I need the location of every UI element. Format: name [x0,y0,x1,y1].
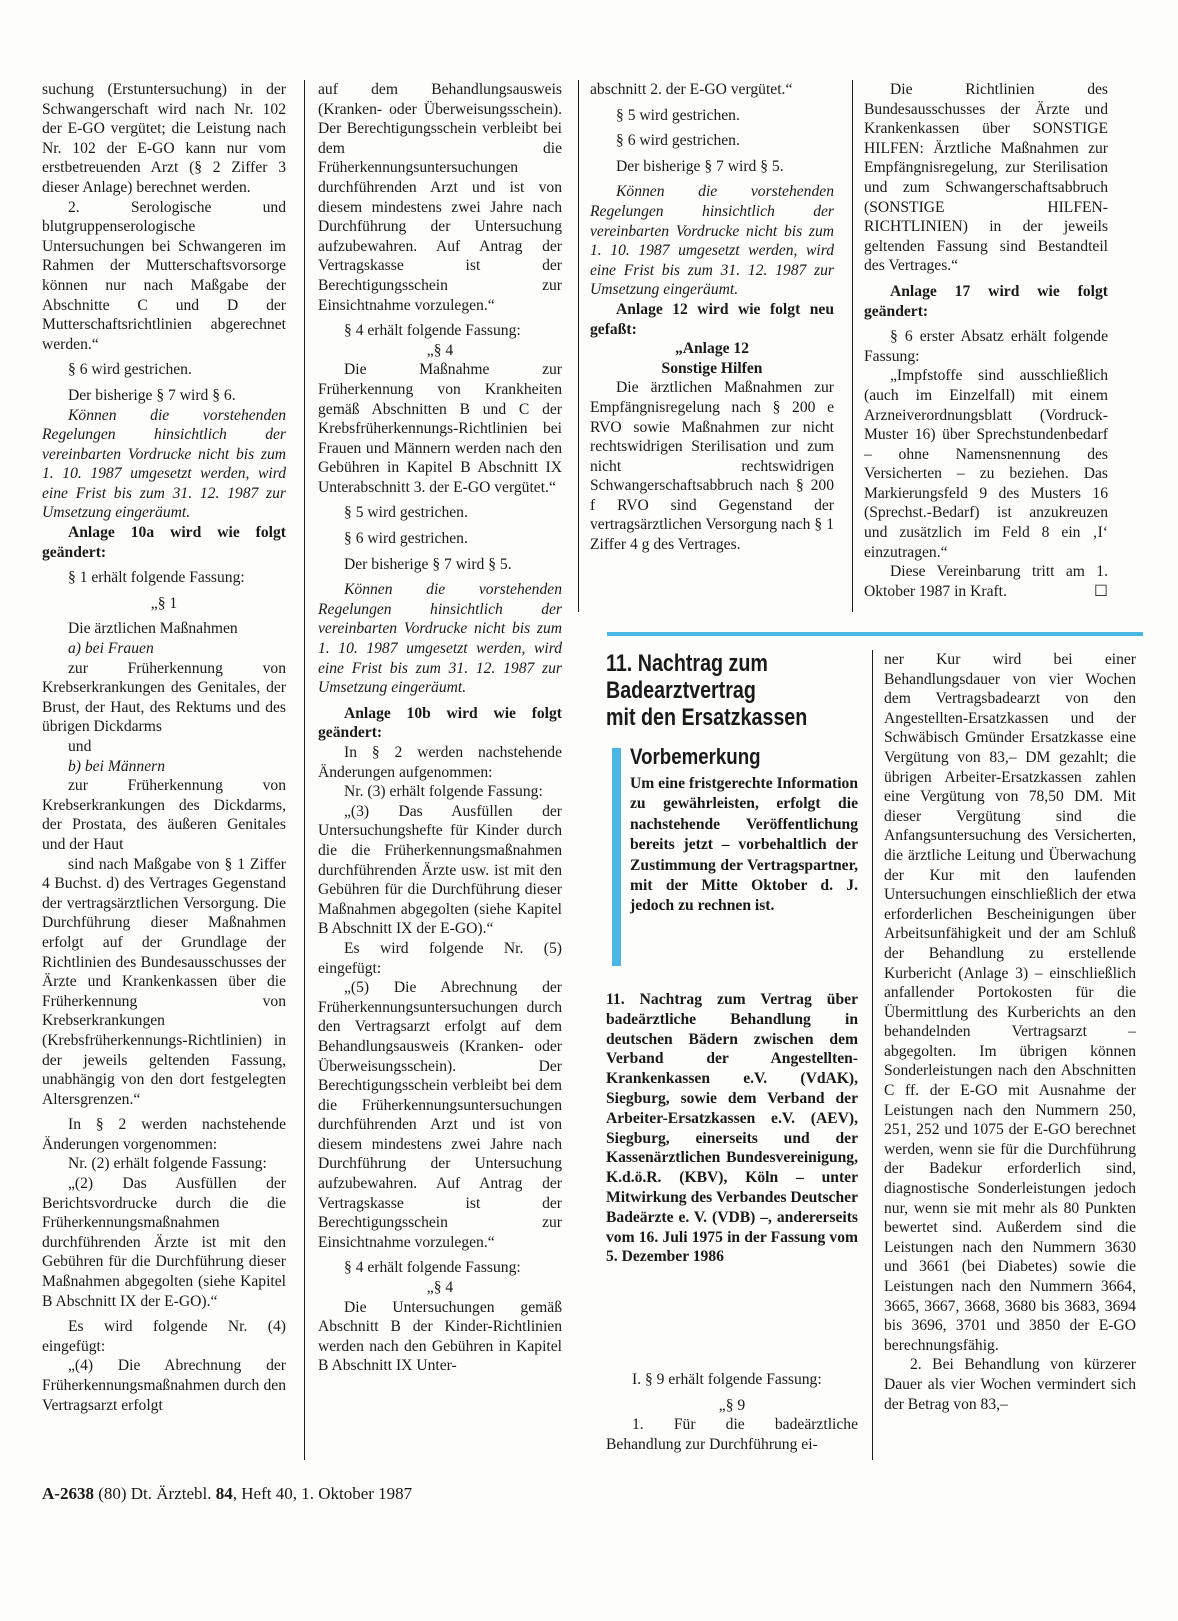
footer-issue: , Heft 40, 1. Oktober 1987 [232,1484,413,1503]
column-2 [318,80,562,1460]
section-separator [607,632,1143,636]
paragraph: zur Früherkennung von Krebserkrankungen des Genitales, der Brust, der Haut, des Rektums und des übrigen Dickdarms [42,659,286,736]
end-mark-icon: ☐ [1094,582,1108,600]
paragraph: „Impfstoffe sind ausschließlich (auch im Einzelfall) mit einem Arzneiverordnungsblatt (Vordruck-Muster 16) über Sprechstundenbedarf – ohne Namensnennung des Versicherten – zu beziehen. Das Markierungsfeld 9 des Musters 16 (Sprechst.-Bedarf) ist anzukreuzen und zusätzlich im Feld 8 ein ‚I‘ einzutragen.“ [864,367,1108,561]
italic-note: Können die vorstehenden Regelungen hinsichtlich der vereinbarten Vordrucke nicht bis zum 1. 10. 1987 umgesetzt werden, wird eine Frist bis zum 31. 12. 1987 zur Umsetzung eingeräumt. [318,581,562,697]
paragraph: Der bisherige § 7 wird § 5. [344,555,512,573]
paragraph: suchung (Erstuntersuchung) in der Schwangerschaft wird nach Nr. 102 der E-GO vergütet; die Leistung nach Nr. 102 der E-GO kann nur vom erstbetreuenden Arzt (§ 2 Ziffer 3 dieser Anlage) berechnet werden. [42,81,286,196]
column-divider [852,80,853,612]
column-divider [578,80,579,612]
contract-title: 11. Nachtrag zum Vertrag über badeärztliche Behandlung in deutschen Bädern zwischen dem Verband der Angestellten-Krankenkassen e.V. (VdAK), Siegburg, sowie dem Verband der Arbeiter-Ersatzkassen e.V. (AEV), Siegburg, einerseits und der Kassenärztlichen Bundesvereinigung, K.d.ö.R. (KBV), Köln – unter Mitwirkung des Verbandes Deutscher Badeärzte e. V. (VDB) –, andererseits vom 16. Juli 1975 in der Fassung vom 5. Dezember 1986 [606,991,858,1266]
paragraph: Es wird folgende Nr. (4) eingefügt: [42,1318,286,1355]
headline-line: Badearztvertrag [606,677,756,704]
paragraph: „(5) Die Abrechnung der Früherkennungsuntersuchungen durch den Vertragsarzt erfolgt auf dem Behandlungsausweis (Kranken- oder Überweisungsschein). Der Berechtigungsschein verbleibt bei dem die Früherkennungsuntersuchungen durchführenden Arzt und ist von diesem mindestens zwei Jahre nach Durchführung der Untersuchung aufzubewahren. Auf Antrag der Vertragskasse ist der Berechtigungsschein zur Einsichtnahme vorzulegen.“ [318,979,562,1251]
paragraph: Der bisherige § 7 wird § 5. [616,157,784,175]
column-divider [304,80,305,1460]
paragraph: Es wird folgende Nr. (5) eingefügt: [318,939,562,977]
headline-line: 11. Nachtrag zum [606,650,768,677]
paragraph: Die ärztlichen Maßnahmen [68,620,238,638]
paragraph: und [68,738,92,755]
paragraph: 1. Für die badeärztliche Behandlung zur Durchführung ei- [606,1416,858,1453]
paragraph: § 6 erster Absatz erhält folgende Fassung: [864,328,1108,365]
vorbemerkung-title: Vorbemerkung [630,744,761,769]
column-3-bottom [606,1370,858,1466]
annex-title: „Anlage 12 [674,340,750,358]
paragraph: § 6 wird gestrichen. [68,361,192,379]
paragraph: Die ärztlichen Maßnahmen zur Empfängnisregelung nach § 200 e RVO sowie Maßnahmen zur nicht rechtswidrigen Sterilisation und zum nicht rechtswidrigen Schwangerschaftsabbruch nach § 200 f RVO sind Gegenstand der vertragsärztlichen Versorgung nach § 1 Ziffer 4 g des Vertrages. [590,379,834,554]
annex-heading: Anlage 17 wird wie folgt geändert: [864,282,1108,320]
paragraph: „(4) Die Abrechnung der Früherkennungsmaßnahmen durch den Vertragsarzt erfolgt [42,1357,286,1414]
paragraph: ner Kur wird bei einer Behandlungsdauer von vier Wochen dem Vertragsbadearzt von den Angestellten-Ersatzkassen und der Schwäbisch Gmünder Ersatzkasse eine Vergütung von 83,– DM gezahlt; die übrigen Arbeiter-Ersatzkassen zahlen eine Vergütung von 78,50 DM. Mit dieser Vergütung sind die Anfangsuntersuchung des Versicherten, die ärztliche Leitung und Überwachung der Kur mit den laufenden Untersuchungen einschließlich der etwa erforderlichen Bescheinigungen über Arbeitsunfähigkeit und der am Schluß der Behandlung zu erstellende Kurbericht (Anlage 3) – einschließlich anfallender Portokosten für die Übermittlung des Kurberichts an den behandelnden Vertragsarzt – abgegolten. Im übrigen können Sonderleistungen nach den Abschnitten C ff. der E-GO mit Ausnahme der Leistungen nach den Nummern 250, 251, 252 und 1075 der E-GO berechnet werden, wenn sie für die Durchführung der Badekur erforderlich sind, diagnostische Sonderleistungen jedoch nur, wenn sie mit mehr als 80 Punkten bewertet sind. Außerdem sind die Leistungen nach den Nummern 3630 und 3661 (bei Diabetes) sowie die Leistungen nach den Nummern 3664, 3665, 3667, 3668, 3680 bis 3683, 3694 bis 3696, 3701 und 3850 der E-GO berechnungsfähig. [884,651,1136,1354]
paragraph: sind nach Maßgabe von § 1 Ziffer 4 Buchst. d) des Vertrages Gegenstand der vertragsärztlichen Versorgung. Die Durchführung dieser Maßnahmen erfolgt auf der Grundlage der Richtlinien des Bundesausschusses der Ärzte und Krankenkassen über die Früherkennung von Krebserkrankungen (Krebsfrüherkennungs-Richtlinien) in der jeweils geltenden Fassung, unabhängig von den dort festgelegten Altersgrenzen.“ [42,855,286,1108]
annex-heading: Anlage 10a wird wie folgt geändert: [42,524,286,561]
vorbemerkung-accent-bar [612,748,621,966]
italic-note: Können die vorstehenden Regelungen hinsichtlich der vereinbarten Vordrucke nicht bis zum 1. 10. 1987 umgesetzt werden, wird eine Frist bis zum 31. 12. 1987 zur Umsetzung eingeräumt. [590,183,834,299]
paragraph: § 4 erhält folgende Fassung: [344,1259,521,1277]
paragraph: 2. Serologische und blutgruppenserologische Untersuchungen bei Schwangeren im Rahmen der Mutterschaftsvorsorge können nur nach Maßgabe der Abschnitte C und D der Mutterschaftsrichtlinien abgerechnet werden.“ [42,198,286,353]
paragraph: § 6 wird gestrichen. [616,132,740,150]
paragraph: Nr. (3) erhält folgende Fassung: [344,783,543,801]
annex-heading: Anlage 12 wird wie folgt neu gefaßt: [590,300,834,338]
column-3-top [590,80,834,620]
paragraph: § 5 wird gestrichen. [344,504,468,522]
paragraph: In § 2 werden nachstehende Änderungen aufgenommen: [318,744,562,781]
paragraph: Nr. (2) erhält folgende Fassung: [68,1155,267,1173]
subheading: b) bei Männern [68,757,166,775]
footer-volume: 84 [215,1484,233,1503]
vorbemerkung-text: Um eine fristgerechte Information zu gewährleisten, erfolgt die nachstehende Veröffentlichung bereits jetzt – vorbehaltlich der Zustimmung der Vertragspartner, mit der Mitte Oktober d. J. jedoch zu rechnen ist. [630,775,858,915]
headline-line: mit den Ersatzkassen [606,704,808,731]
paragraph: Der bisherige § 7 wird § 6. [68,386,236,404]
paragraph: 2. Bei Behandlung von kürzerer Dauer als vier Wochen vermindert sich der Betrag von 83,– [884,1356,1136,1413]
italic-note: Können die vorstehenden Regelungen hinsichtlich der vereinbarten Vordrucke nicht bis zum 1. 10. 1987 umgesetzt werden, wird eine Frist bis zum 31. 12. 1987 zur Umsetzung eingeräumt. [42,406,286,522]
footer-journal: (80) Dt. Ärztebl. [98,1484,212,1503]
column-4-bottom [884,650,1136,1462]
section-mark: „§ 9 [718,1396,746,1414]
column-divider [872,650,873,1460]
paragraph: „(2) Das Ausfüllen der Berichtsvordrucke durch die die Früherkennungsmaßnahmen durchführenden Ärzte ist mit den Gebühren für die Durchführung dieser Maßnahmen abgegolten (siehe Kapitel B Abschnitt IX der E-GO).“ [42,1175,286,1310]
paragraph: In § 2 werden nachstehende Änderungen vorgenommen: [42,1116,286,1153]
subheading: a) bei Frauen [68,640,154,658]
paragraph: Die Richtlinien des Bundesausschusses der Ärzte und Krankenkassen über SONSTIGE HILFEN: Ärztliche Maßnahmen zur Empfängnisregelung, zur Sterilisation und zum Schwangerschaftsabbruch (SONSTIGE HILFEN-RICHTLINIEN) in der jeweils geltenden Fassung sind Bestandteil des Vertrages.“ [864,81,1108,275]
paragraph: I. § 9 erhält folgende Fassung: [632,1371,822,1388]
paragraph: § 5 wird gestrichen. [616,106,740,124]
closing-text: Diese Vereinbarung tritt am 1. Oktober 1987 in Kraft. [864,563,1108,600]
paragraph: Die Untersuchungen gemäß Abschnitt B der Kinder-Richtlinien werden nach den Gebühren in Kapitel B Abschnitt IX Unter- [318,1298,562,1375]
page-footer [42,1484,412,1504]
paragraph: zur Früherkennung von Krebserkrankungen des Dickdarms, der Prostata, des äußeren Genitales und der Haut [42,777,286,853]
paragraph: Die Maßnahme zur Früherkennung von Krankheiten gemäß Abschnitten B und C der Krebsfrüherkennungs-Richtlinien bei Frauen und Männern werden nach den Gebühren in Kapitel B Abschnitt IX Unterabschnitt 3. der E-GO vergütet.“ [318,361,562,496]
paragraph: „(3) Das Ausfüllen der Untersuchungshefte für Kinder durch die die Früherkennungsmaßnahmen durchführenden Ärzte usw. ist mit den Gebühren für die Durchführung dieser Maßnahmen abgegolten (siehe Kapitel B Abschnitt IX der E-GO).“ [318,802,562,938]
annex-subtitle: Sonstige Hilfen [661,359,763,377]
section-mark: „§ 4 [426,341,454,359]
article-headline [606,650,819,731]
paragraph [864,562,1108,601]
paragraph: § 6 wird gestrichen. [344,530,468,548]
paragraph: § 4 erhält folgende Fassung: [344,322,521,340]
page-number: A-2638 [42,1484,94,1503]
annex-heading: Anlage 10b wird wie folgt geändert: [318,704,562,742]
column-4-top [864,80,1108,620]
paragraph: auf dem Behandlungsausweis (Kranken- oder Überweisungsschein). Der Berechtigungsschein verbleibt bei dem die Früherkennungsuntersuchungen durchführenden Arzt und ist von diesem mindestens zwei Jahre nach Durchführung der Untersuchung aufzubewahren. Auf Antrag der Vertragskasse ist der Berechtigungsschein zur Einsichtnahme vorzulegen.“ [318,81,562,314]
paragraph: abschnitt 2. der E-GO vergütet.“ [590,81,793,98]
section-mark: „§ 1 [150,594,178,612]
column-1 [42,80,286,1460]
section-mark: „§ 4 [426,1279,454,1297]
paragraph: § 1 erhält folgende Fassung: [68,569,245,587]
